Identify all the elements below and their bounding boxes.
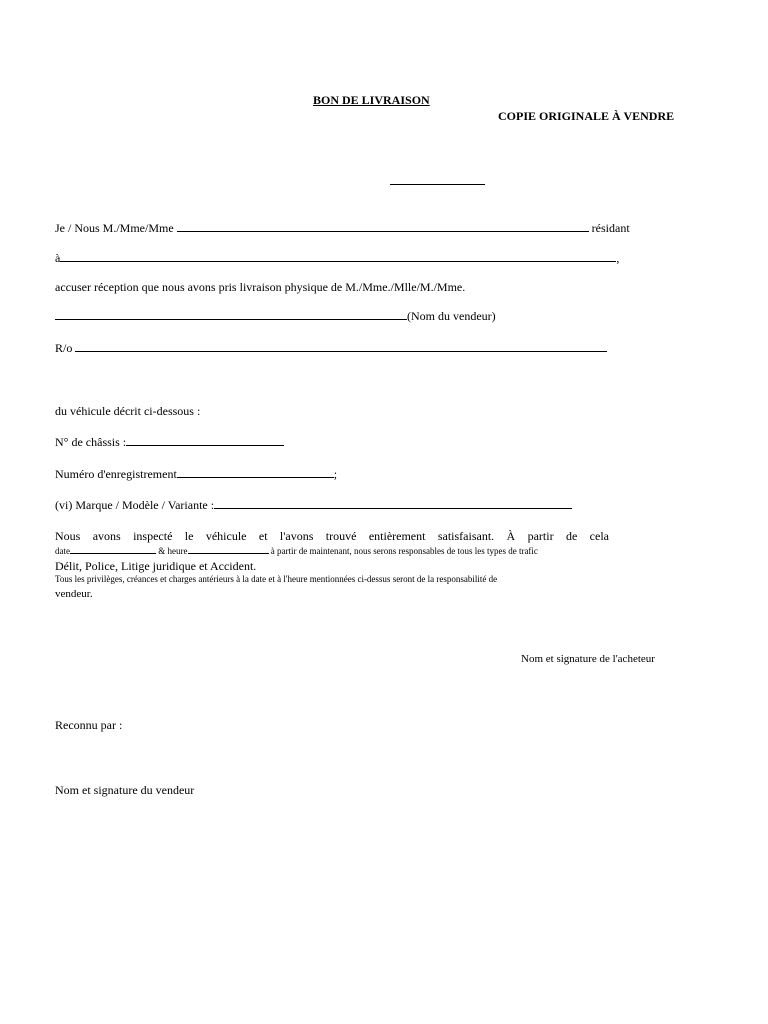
accuser-line: accuser réception que nous avons pris livraison physique de M./Mme./Mlle/M./Mme.	[55, 280, 466, 294]
name-blank	[177, 221, 589, 232]
copy-label: COPIE ORIGINALE À VENDRE	[498, 109, 675, 123]
date-label: date	[55, 546, 70, 556]
delit-line: Délit, Police, Litige juridique et Accident.	[55, 559, 257, 573]
chassis-blank	[126, 435, 284, 446]
heure-blank	[188, 545, 269, 554]
enregistrement-line	[55, 467, 337, 482]
vehicule-line: du véhicule décrit ci-dessous :	[55, 404, 201, 418]
nom-vendeur-label: (Nom du vendeur)	[407, 309, 496, 323]
enregistrement-label: Numéro d'enregistrement	[55, 467, 177, 481]
residant-label: résidant	[591, 221, 630, 235]
a-label: à	[55, 251, 61, 265]
date-heure-line	[55, 545, 538, 556]
marque-line	[55, 498, 572, 513]
marque-blank	[214, 498, 572, 509]
chassis-line	[55, 435, 284, 450]
enregistrement-end: ;	[333, 467, 338, 481]
je-nous-line	[55, 221, 630, 236]
reconnu-label: Reconnu par :	[55, 718, 123, 732]
vendeur-word: vendeur.	[55, 588, 93, 600]
je-nous-label: Je / Nous M./Mme/Mme	[55, 221, 174, 235]
partir-text: à partir de maintenant, nous serons responsables de tous les types de trafic	[270, 546, 538, 556]
address-blank	[60, 251, 616, 262]
enregistrement-blank	[177, 467, 334, 478]
date-blank	[70, 545, 156, 554]
date-blank-line	[390, 184, 485, 185]
acheteur-signature-label: Nom et signature de l'acheteur	[521, 653, 655, 665]
ro-label: R/o	[55, 341, 73, 355]
heure-label: & heure	[158, 546, 188, 556]
document-title: BON DE LIVRAISON	[313, 93, 430, 107]
vendeur-blank	[55, 309, 407, 320]
ro-blank	[75, 341, 607, 352]
a-line	[55, 251, 619, 266]
a-end: ,	[616, 251, 620, 265]
marque-label: (vi) Marque / Modèle / Variante :	[55, 498, 215, 512]
chassis-label: N° de châssis :	[55, 435, 127, 449]
vendeur-signature-label: Nom et signature du vendeur	[55, 783, 195, 797]
privileges-line: Tous les privilèges, créances et charges antérieurs à la date et à l'heure mentionnées ci-dessus seront de la responsabilité de	[55, 574, 498, 584]
nom-vendeur-line	[55, 309, 496, 324]
ro-line	[55, 341, 607, 356]
inspect-paragraph: Nous avons inspecté le véhicule et l'avons trouvé entièrement satisfaisant. À partir de cela	[55, 529, 609, 543]
